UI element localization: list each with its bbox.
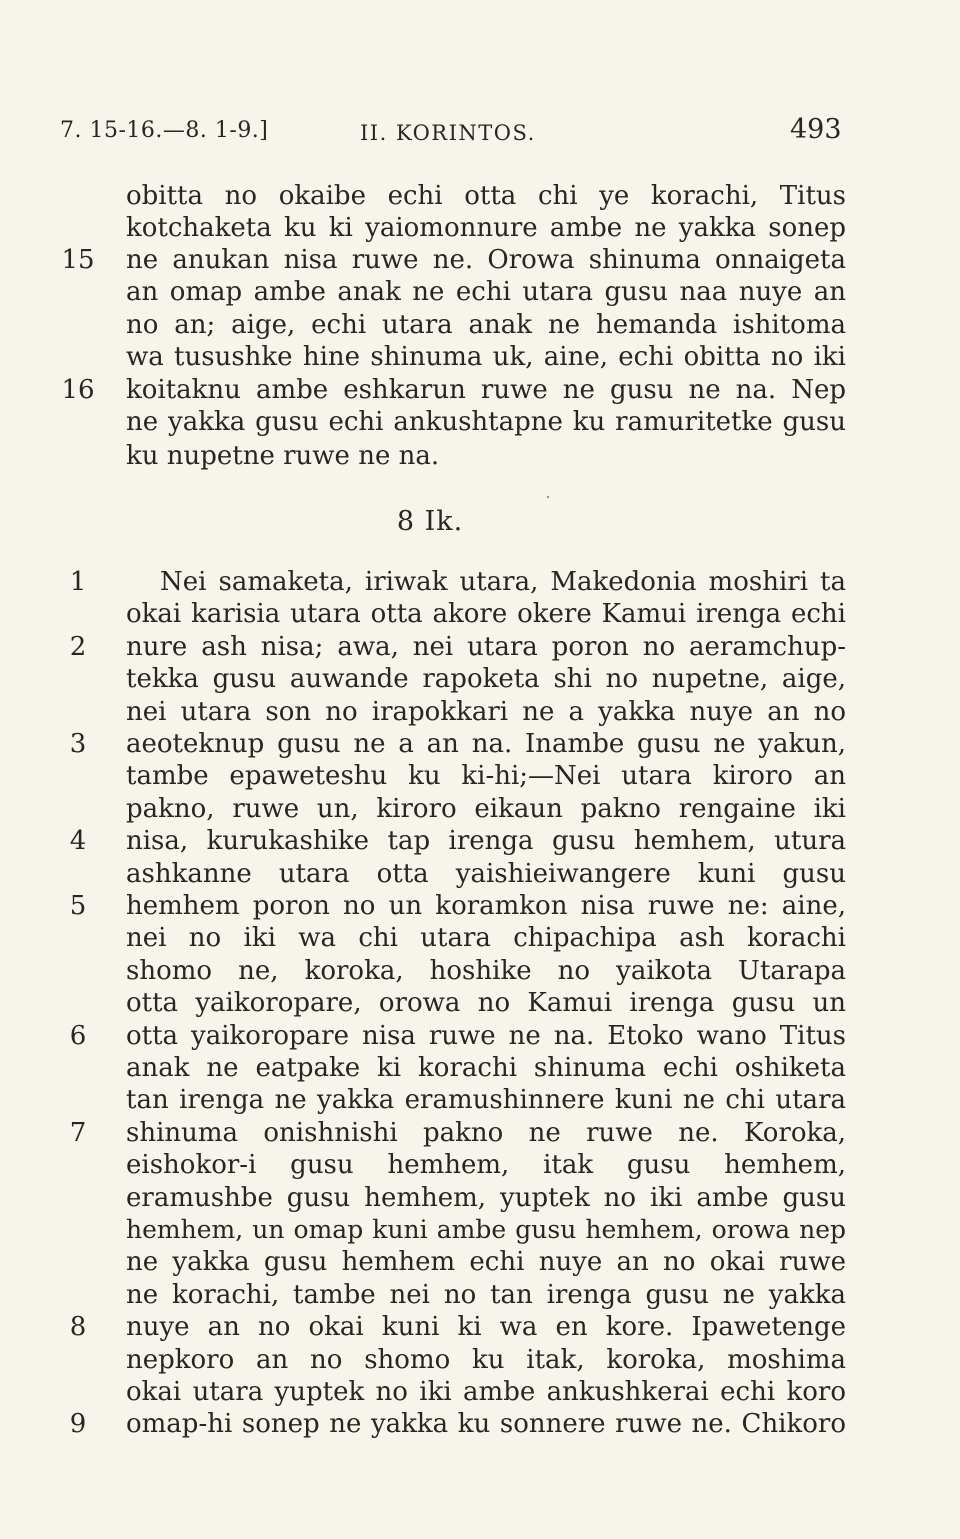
verse-number-8: 8 xyxy=(69,1312,87,1342)
text-line: nepkoro an no shomo ku itak, koroka, moshima xyxy=(126,1345,846,1375)
text-line: omap-hi sonep ne yakka ku sonnere ruwe ne. Chikoro xyxy=(126,1409,846,1439)
text-line: ne korachi, tambe nei no tan irenga gusu ne yakka xyxy=(126,1280,846,1310)
text-line: eramushbe gusu hemhem, yuptek no iki ambe gusu xyxy=(126,1183,846,1213)
text-line: no an; aige, echi utara anak ne hemanda ishitoma xyxy=(126,310,846,340)
chapter-heading: 8 Ik. xyxy=(396,506,464,537)
text-line: pakno, ruwe un, kiroro eikaun pakno rengaine iki xyxy=(126,794,846,824)
text-line: aeoteknup gusu ne a an na. Inambe gusu ne yakun, xyxy=(126,729,846,759)
verse-number-9: 9 xyxy=(69,1409,87,1439)
verse-number-1: 1 xyxy=(69,567,87,597)
text-line: tekka gusu auwande rapoketa shi no nupetne, aige, xyxy=(126,664,846,694)
text-line: nei utara son no irapokkari ne a yakka nuye an no xyxy=(126,697,846,727)
print-speck xyxy=(547,496,549,498)
verse-number-4: 4 xyxy=(69,826,87,856)
text-line: otta yaikoropare nisa ruwe ne na. Etoko wano Titus xyxy=(126,1021,846,1051)
text-line: tambe epaweteshu ku ki-hi;—Nei utara kiroro an xyxy=(126,761,846,791)
text-line: hemhem poron no un koramkon nisa ruwe ne: aine, xyxy=(126,891,846,921)
text-line: okai utara yuptek no iki ambe ankushkerai echi koro xyxy=(126,1377,846,1407)
text-line: otta yaikoropare, orowa no Kamui irenga gusu un xyxy=(126,988,846,1018)
text-line: nuye an no okai kuni ki wa en kore. Ipawetenge xyxy=(126,1312,846,1342)
text-line: an omap ambe anak ne echi utara gusu naa nuye an xyxy=(126,277,846,307)
verse-number-2: 2 xyxy=(69,632,87,662)
text-line: hemhem, un omap kuni ambe gusu hemhem, orowa nep xyxy=(126,1215,846,1244)
text-line: Nei samaketa, iriwak utara, Makedonia moshiri ta xyxy=(160,567,846,597)
text-line: ne yakka gusu echi ankushtapne ku ramuritetke gusu xyxy=(126,407,846,437)
page-number: 493 xyxy=(790,114,842,145)
verse-number-6: 6 xyxy=(69,1021,87,1051)
verse-number-16: 16 xyxy=(61,375,95,405)
text-line: wa tusushke hine shinuma uk, aine, echi obitta no iki xyxy=(126,342,846,372)
text-line: nisa, kurukashike tap irenga gusu hemhem, utura xyxy=(126,826,846,856)
text-line: shomo ne, koroka, hoshike no yaikota Utarapa xyxy=(126,956,846,986)
text-line: obitta no okaibe echi otta chi ye korachi, Titus xyxy=(126,181,846,211)
text-line: kotchaketa ku ki yaiomonnure ambe ne yakka sonep xyxy=(126,213,846,243)
text-line: ashkanne utara otta yaishieiwangere kuni gusu xyxy=(126,859,846,889)
verse-number-3: 3 xyxy=(69,729,87,759)
text-line: ku nupetne ruwe ne na. xyxy=(126,441,440,471)
header-book-title: II. KORINTOS. xyxy=(360,121,536,145)
text-line: shinuma onishnishi pakno ne ruwe ne. Koroka, xyxy=(126,1118,846,1148)
page-header xyxy=(0,112,960,152)
verse-number-15: 15 xyxy=(61,245,95,275)
text-line: okai karisia utara otta akore okere Kamui irenga echi xyxy=(126,599,846,629)
text-line: ne anukan nisa ruwe ne. Orowa shinuma onnaigeta xyxy=(126,245,846,275)
verse-number-5: 5 xyxy=(69,891,87,921)
text-line: ne yakka gusu hemhem echi nuye an no okai ruwe xyxy=(126,1247,846,1277)
text-line: anak ne eatpake ki korachi shinuma echi oshiketa xyxy=(126,1053,846,1083)
text-line: eishokor-i gusu hemhem, itak gusu hemhem, xyxy=(126,1150,846,1180)
header-reference: 7. 15-16.—8. 1-9.] xyxy=(60,118,269,143)
verse-number-7: 7 xyxy=(69,1118,87,1148)
text-line: tan irenga ne yakka eramushinnere kuni ne chi utara xyxy=(126,1085,846,1115)
text-line: koitaknu ambe eshkarun ruwe ne gusu ne na. Nep xyxy=(126,375,846,405)
text-line: nei no iki wa chi utara chipachipa ash korachi xyxy=(126,923,846,953)
text-line: nure ash nisa; awa, nei utara poron no aeramchup- xyxy=(126,632,846,662)
